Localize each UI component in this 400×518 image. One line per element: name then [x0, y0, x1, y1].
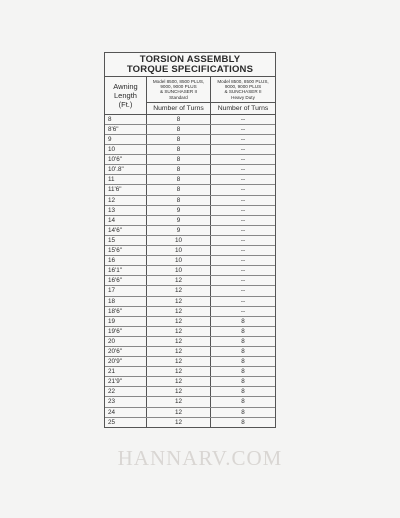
heavy-turns-cell: --	[240, 125, 246, 133]
length-cell: 9	[105, 135, 147, 144]
card-title	[105, 53, 275, 77]
heavy-turns-cell: --	[240, 226, 246, 234]
hd-model-line: & SUNCHASER II	[224, 89, 262, 95]
standard-turns-cell: 12	[147, 337, 211, 346]
table-row	[105, 155, 275, 165]
heavy-turns-cell: 8	[241, 327, 245, 335]
standard-turns-cell: 12	[147, 367, 211, 376]
heavy-turns-cell: --	[240, 307, 246, 315]
unit-label: (Ft.)	[118, 99, 133, 109]
standard-turns-cell: 12	[147, 397, 211, 406]
length-cell: 13	[105, 206, 147, 215]
standard-turns-cell: 10	[147, 246, 211, 255]
table-row	[105, 226, 275, 236]
standard-turns-cell: 12	[147, 408, 211, 417]
heavy-turns-cell: --	[240, 115, 246, 123]
standard-turns-cell: 12	[147, 387, 211, 396]
heavy-turns-cell: --	[240, 196, 246, 204]
length-cell: 19	[105, 317, 147, 326]
heavy-turns-cell: --	[240, 186, 246, 194]
heavy-turns-cell: --	[240, 136, 246, 143]
length-cell: 20'9"	[105, 357, 147, 366]
length-cell: 18'6"	[105, 307, 147, 316]
length-cell: 20'6"	[105, 347, 147, 356]
length-cell: 8'6"	[105, 125, 147, 134]
length-cell: 10'.8"	[105, 165, 147, 174]
table-row	[105, 196, 275, 206]
length-cell: 11'6"	[105, 185, 147, 194]
heavy-turns-cell: --	[240, 216, 246, 224]
heavy-turns-cell: --	[240, 297, 246, 305]
table-row	[105, 185, 275, 195]
table-row	[105, 165, 275, 175]
standard-turns-cell: 8	[147, 175, 211, 184]
length-cell: 15	[105, 236, 147, 245]
heavy-turns-cell: --	[240, 236, 246, 244]
length-cell: 21'9"	[105, 377, 147, 386]
table-row	[105, 135, 275, 145]
standard-turns-cell: 12	[147, 347, 211, 356]
table-row	[105, 286, 275, 296]
heavy-turns-cell: 8	[241, 418, 245, 426]
table-row	[105, 297, 275, 307]
standard-turns-cell: 8	[147, 196, 211, 205]
standard-turns-cell: 8	[147, 165, 211, 174]
awning-length-header	[105, 77, 147, 114]
table-row	[105, 337, 275, 347]
heavy-turns-cell: 8	[241, 347, 245, 355]
awning-label: Awning	[113, 81, 138, 91]
heavy-turns-cell: --	[240, 176, 246, 184]
table-row	[105, 418, 275, 427]
standard-turns-cell: 10	[147, 266, 211, 275]
table-row	[105, 276, 275, 286]
table-row	[105, 236, 275, 246]
table-row	[105, 246, 275, 256]
table-row	[105, 397, 275, 407]
table-row	[105, 377, 275, 387]
length-cell: 25	[105, 418, 147, 427]
title-line-2: TORQUE SPECIFICATIONS	[126, 64, 254, 75]
length-label: Length	[114, 90, 137, 100]
table-row	[105, 347, 275, 357]
standard-turns-cell: 12	[147, 317, 211, 326]
heavy-turns-cell: --	[240, 166, 246, 174]
heavy-turns-cell: 8	[241, 337, 245, 345]
standard-turns-cell: 12	[147, 276, 211, 285]
table-row	[105, 115, 275, 125]
length-cell: 14	[105, 216, 147, 225]
standard-turns-cell: 8	[147, 135, 211, 144]
heavy-model-header	[211, 77, 275, 103]
length-cell: 24	[105, 408, 147, 417]
standard-turns-cell: 12	[147, 286, 211, 295]
watermark: HANNARV.COM	[117, 446, 283, 470]
standard-turns-cell: 12	[147, 418, 211, 427]
standard-turns-cell: 9	[147, 206, 211, 215]
length-cell: 21	[105, 367, 147, 376]
heavy-turns-cell: --	[240, 287, 246, 295]
length-cell: 11	[105, 175, 147, 184]
std-model-line: & SUNCHASER II	[159, 89, 197, 95]
heavy-turns-cell: --	[240, 247, 246, 255]
standard-turns-cell: 12	[147, 307, 211, 316]
heavy-turns-cell: --	[240, 257, 246, 265]
length-cell: 10'6"	[105, 155, 147, 164]
heavy-turns-header: Number of Turns	[217, 104, 269, 112]
table-row	[105, 357, 275, 367]
heavy-turns-cell: --	[240, 146, 246, 154]
table-row	[105, 125, 275, 135]
length-cell: 12	[105, 196, 147, 205]
heavy-turns-cell: 8	[241, 388, 245, 396]
length-cell: 19'6"	[105, 327, 147, 336]
std-model-line: Standard	[169, 94, 188, 100]
length-cell: 18	[105, 297, 147, 306]
heavy-turns-cell: --	[240, 277, 246, 285]
heavy-turns-cell: 8	[241, 358, 245, 366]
table-row	[105, 387, 275, 397]
standard-turns-header: Number of Turns	[147, 103, 211, 114]
standard-turns-cell: 8	[147, 115, 211, 124]
hd-model-line: 9000, 9000 PLUS	[224, 84, 262, 90]
length-cell: 20	[105, 337, 147, 346]
heavy-turns-cell: 8	[241, 378, 245, 386]
length-cell: 16'6"	[105, 276, 147, 285]
title-line-1: TORSION ASSEMBLY	[139, 54, 241, 65]
length-cell: 15'6"	[105, 246, 147, 255]
standard-turns-cell: 12	[147, 327, 211, 336]
standard-turns-cell: 9	[147, 226, 211, 235]
standard-model-header	[147, 77, 211, 103]
standard-turns-cell: 12	[147, 357, 211, 366]
standard-turns-cell: 12	[147, 297, 211, 306]
length-cell: 10	[105, 145, 147, 154]
length-cell: 16'1"	[105, 266, 147, 275]
hd-model-line: Model 8500, 8500 PLUS,	[217, 79, 269, 84]
standard-turns-cell: 8	[147, 125, 211, 134]
standard-turns-cell: 8	[147, 155, 211, 164]
standard-turns-cell: 12	[147, 377, 211, 386]
heavy-turns-cell: --	[240, 267, 246, 275]
table-row	[105, 307, 275, 317]
standard-turns-cell: 10	[147, 236, 211, 245]
table-row	[105, 266, 275, 276]
table-header	[105, 77, 275, 115]
heavy-turns-cell: --	[240, 156, 246, 164]
heavy-turns-cell: --	[240, 206, 246, 214]
heavy-turns-cell: 8	[241, 398, 245, 406]
table-row	[105, 145, 275, 155]
torque-spec-card	[104, 52, 276, 428]
std-model-line: 9000, 9000 PLUS	[160, 84, 197, 90]
table-row	[105, 216, 275, 226]
standard-turns-cell: 9	[147, 216, 211, 225]
standard-turns-cell: 8	[147, 145, 211, 154]
table-row	[105, 408, 275, 418]
standard-turns-cell: 8	[147, 185, 211, 194]
length-cell: 14'6"	[105, 226, 147, 235]
table-row	[105, 256, 275, 266]
heavy-turns-cell: 8	[241, 408, 245, 416]
length-cell: 17	[105, 286, 147, 295]
table-body	[105, 115, 275, 427]
length-cell: 16	[105, 256, 147, 265]
table-row	[105, 327, 275, 337]
standard-turns-cell: 10	[147, 256, 211, 265]
length-cell: 22	[105, 387, 147, 396]
heavy-turns-cell: 8	[241, 317, 245, 325]
heavy-turns-cell: 8	[241, 368, 245, 376]
table-row	[105, 175, 275, 185]
std-model-line: Model 8500, 8500 PLUS,	[152, 79, 205, 84]
table-row	[105, 206, 275, 216]
hd-model-line: Heavy Duty	[231, 94, 255, 100]
length-cell: 8	[105, 115, 147, 124]
table-row	[105, 317, 275, 327]
table-row	[105, 367, 275, 377]
length-cell: 23	[105, 397, 147, 406]
